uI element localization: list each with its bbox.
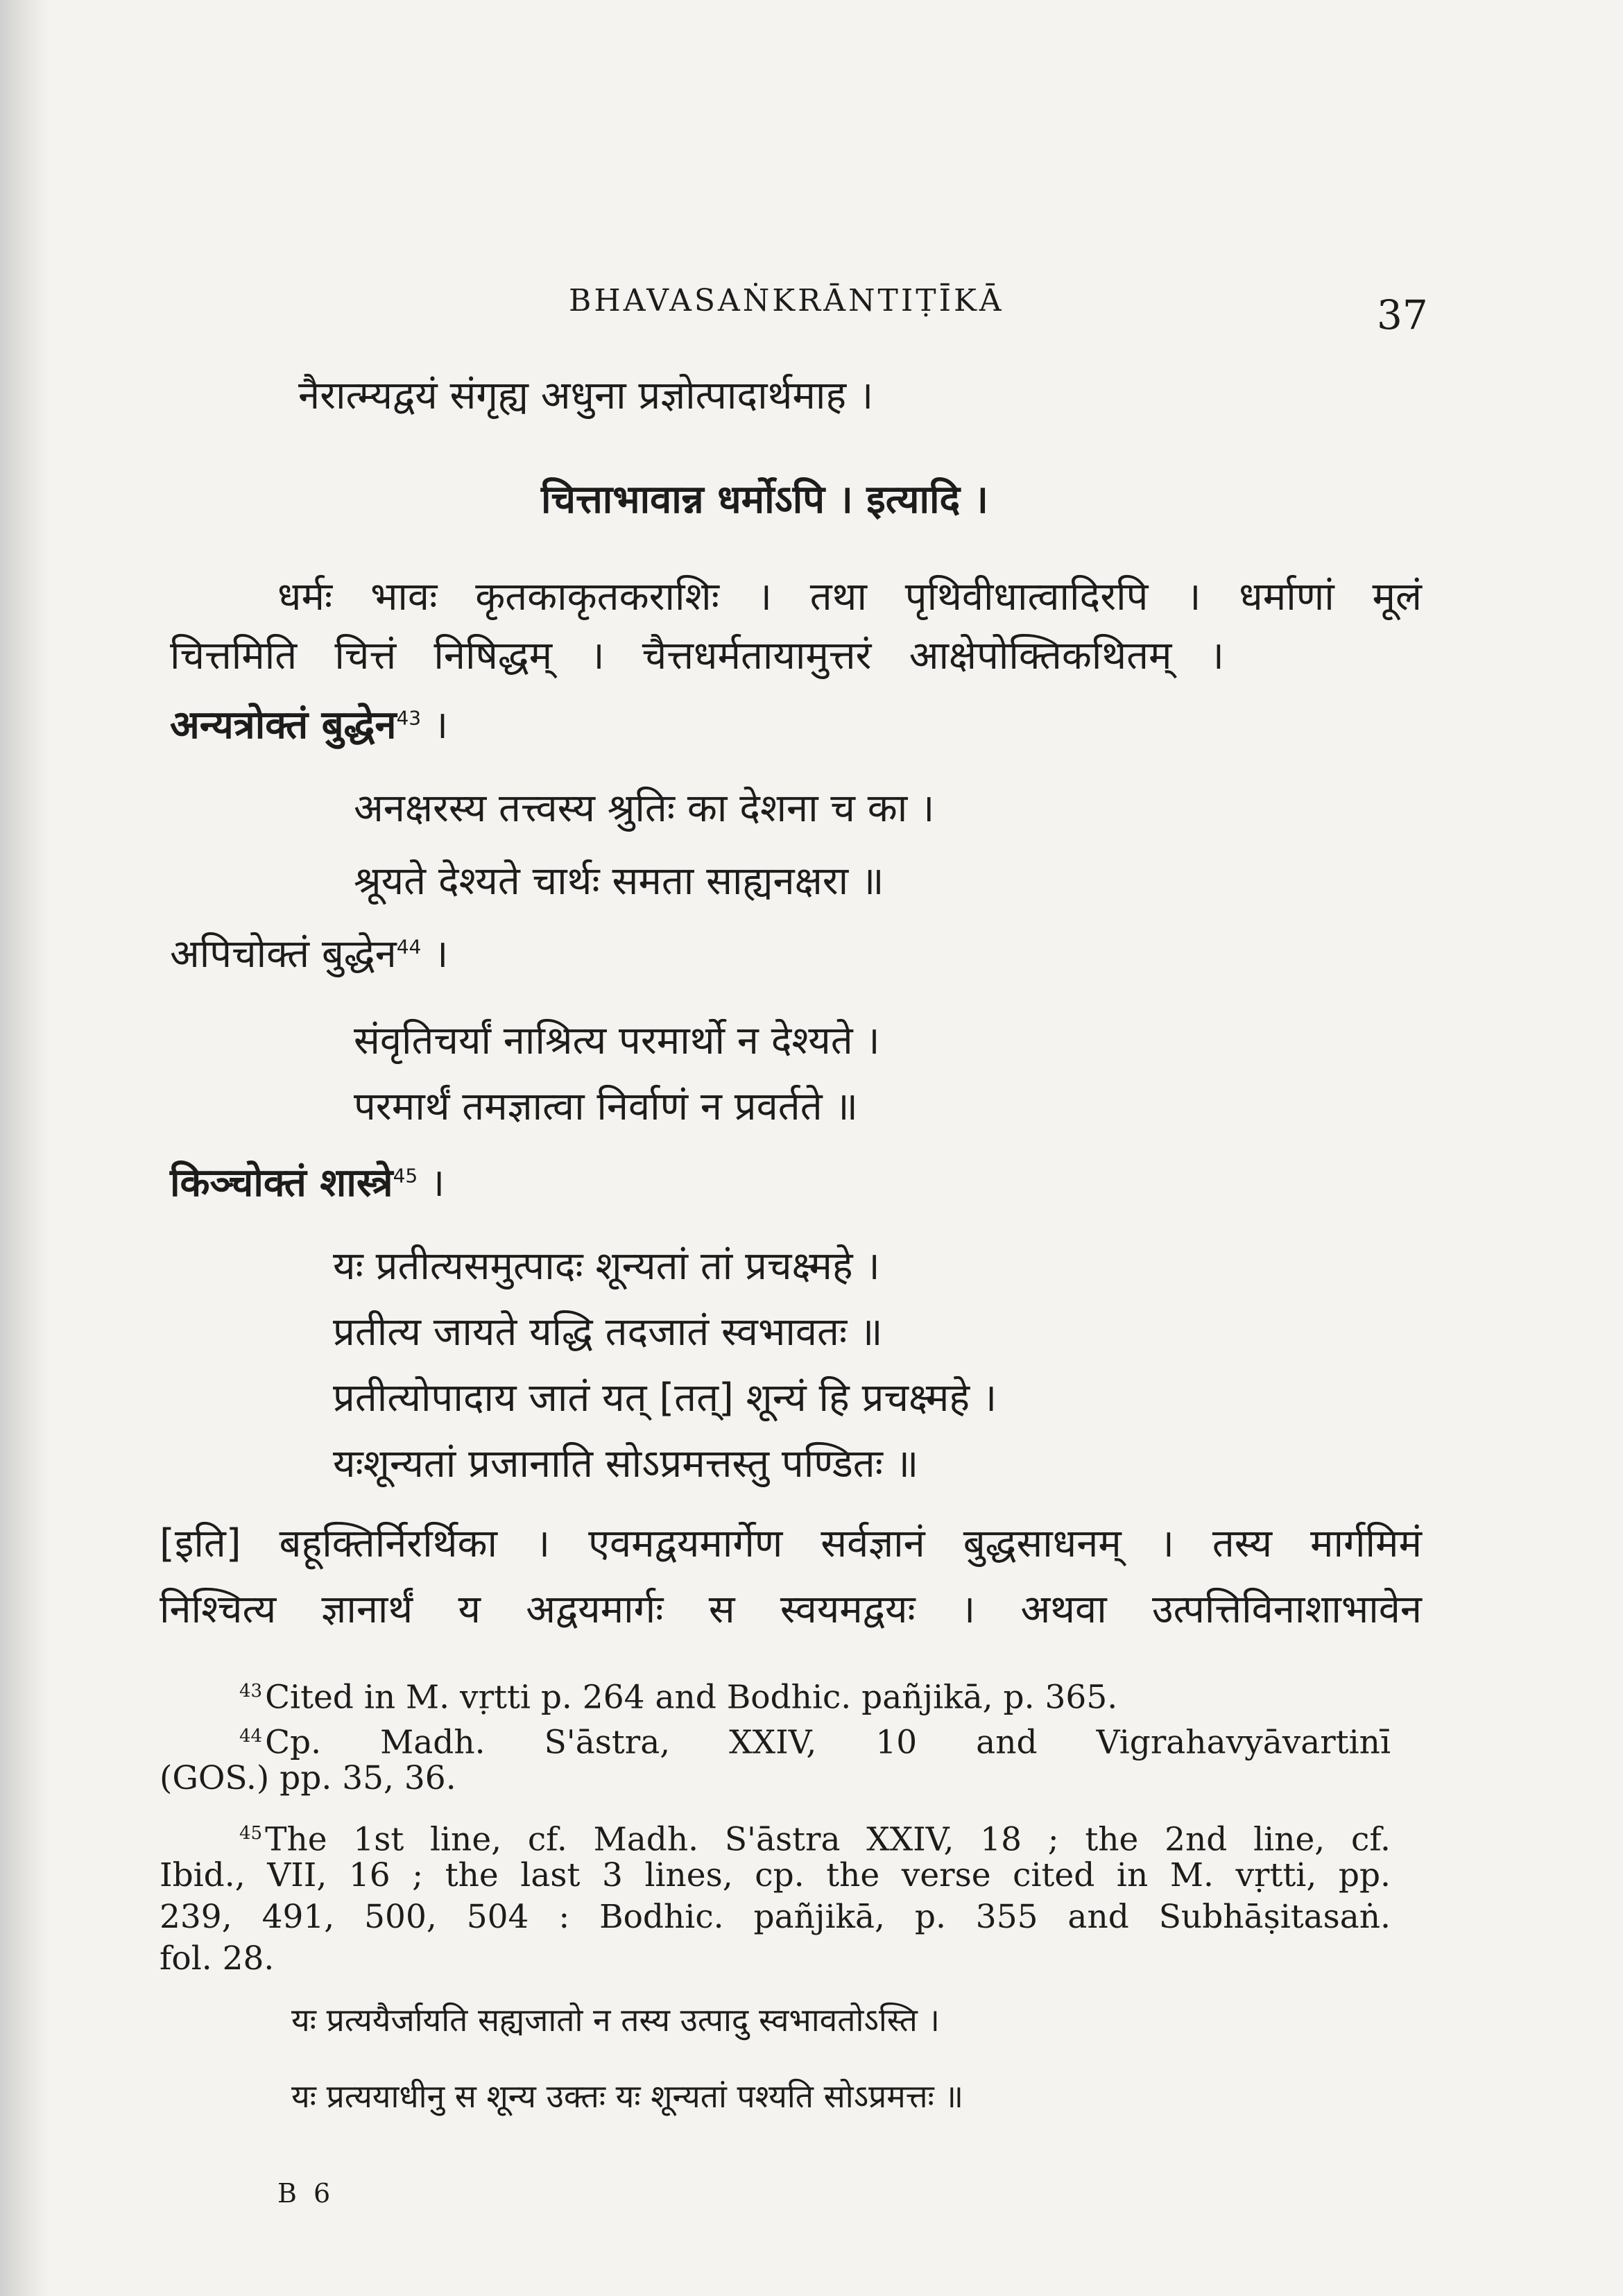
footnote-45-line4: fol. 28. bbox=[160, 1939, 275, 1978]
quote1-intro bbox=[170, 697, 448, 750]
para1-line2: चित्तमिति चित्तं निषिद्धम् । चैत्तधर्मतायामुत्तरं आक्षेपोक्तिकथितम् । bbox=[170, 633, 1224, 678]
footnote-45-line2: Ibid., VII, 16 ; the last 3 lines, cp. the verse cited in M. vṛtti, pp. bbox=[160, 1856, 1391, 1894]
quote2-intro-text: अपिचोक्तं बुद्धेन bbox=[170, 932, 397, 977]
footnote-43 bbox=[239, 1672, 1117, 1717]
footnote-45-line1 bbox=[239, 1814, 1391, 1860]
quote1-verse1: अनक्षरस्य तत्त्वस्य श्रुतिः का देशना च का । bbox=[354, 786, 935, 831]
signature-mark: B 6 bbox=[277, 2178, 335, 2209]
quote1-verse2: श्रूयते देश्यते चार्थः समता साह्यनक्षरा ॥ bbox=[354, 859, 884, 904]
quote1-intro-text: अन्यत्रोक्तं बुद्धेन bbox=[170, 703, 397, 748]
footnote-43-number: 43 bbox=[239, 1681, 263, 1702]
quote3-intro-end: । bbox=[418, 1160, 445, 1206]
footnote-45-number: 45 bbox=[239, 1823, 263, 1844]
quote2-intro-end: । bbox=[421, 932, 449, 977]
verse-heading: चित्ताभावान्न धर्मोऽपि । इत्यादि । bbox=[541, 477, 988, 522]
para2-line1: [इति] बहूक्तिर्निरर्थिका । एवमद्वयमार्गेण सर्वज्ञानं बुद्धसाधनम् । तस्य मार्गमिमं bbox=[160, 1521, 1422, 1566]
footnote-45-text: The 1st line, cf. Madh. S'āstra XXIV, 18 ; the 2nd line, cf. bbox=[265, 1820, 1391, 1859]
quote1-intro-end: । bbox=[421, 703, 449, 748]
footnote-44-number: 44 bbox=[239, 1726, 263, 1747]
footnote-ref-44: 44 bbox=[396, 935, 422, 959]
page-number: 37 bbox=[1377, 291, 1428, 339]
intro-line: नैरात्म्यद्वयं संगृह्य अधुना प्रज्ञोत्पादार्थमाह । bbox=[298, 373, 874, 418]
quote3-intro-text: किञ्चोक्तं शास्त्रे bbox=[170, 1160, 393, 1206]
footnote-ref-45: 45 bbox=[393, 1164, 418, 1188]
footnote-ref-43: 43 bbox=[396, 706, 422, 730]
footnote-verse2: यः प्रत्ययाधीनु स शून्य उक्तः यः शून्यतां पश्यति सोऽप्रमत्तः ॥ bbox=[291, 2077, 964, 2115]
footnote-44-text: Cp. Madh. S'āstra, XXIV, 10 and Vigrahavyāvartinī bbox=[265, 1723, 1391, 1762]
footnote-45-line3: 239, 491, 500, 504 : Bodhic. pañjikā, p. 355 and Subhāṣitasaṅ. bbox=[160, 1898, 1391, 1936]
footnote-44-line1 bbox=[239, 1717, 1391, 1763]
footnote-43-text: Cited in M. vṛtti p. 264 and Bodhic. pañjikā, p. 365. bbox=[265, 1678, 1118, 1717]
quote2-verse2: परमार्थं तमज्ञात्वा निर्वाणं न प्रवर्तते ॥ bbox=[354, 1084, 858, 1129]
para1-line1: धर्मः भावः कृतकाकृतकराशिः । तथा पृथिवीधात्वादिरपि । धर्माणां मूलं bbox=[277, 574, 1422, 619]
quote3-intro bbox=[170, 1155, 445, 1208]
para2-line2: निश्चित्य ज्ञानार्थं य अद्वयमार्गः स स्वयमद्वयः । अथवा उत्पत्तिविनाशाभावेन bbox=[160, 1587, 1422, 1632]
quote3-verse4: यःशून्यतां प्रजानाति सोऽप्रमत्तस्तु पण्डितः ॥ bbox=[333, 1441, 919, 1487]
footnote-verse1: यः प्रत्ययैर्जायति सह्यजातो न तस्य उत्पादु स्वभावतोऽस्ति । bbox=[291, 2001, 940, 2039]
quote2-intro bbox=[170, 926, 448, 979]
quote3-verse1: यः प्रतीत्यसमुत्पादः शून्यतां तां प्रचक्ष्महे । bbox=[333, 1244, 880, 1289]
quote2-verse1: संवृतिचर्यां नाश्रित्य परमार्थो न देश्यते । bbox=[354, 1018, 880, 1063]
running-title: BHAVASAṄKRĀNTIṬĪKĀ bbox=[569, 283, 1004, 318]
quote3-verse2: प्रतीत्य जायते यद्धि तदजातं स्वभावतः ॥ bbox=[333, 1310, 883, 1355]
footnote-44-line2: (GOS.) pp. 35, 36. bbox=[160, 1759, 456, 1797]
quote3-verse3: प्रतीत्योपादाय जातं यत् [तत्] शून्यं हि प्रचक्ष्महे । bbox=[333, 1376, 997, 1421]
